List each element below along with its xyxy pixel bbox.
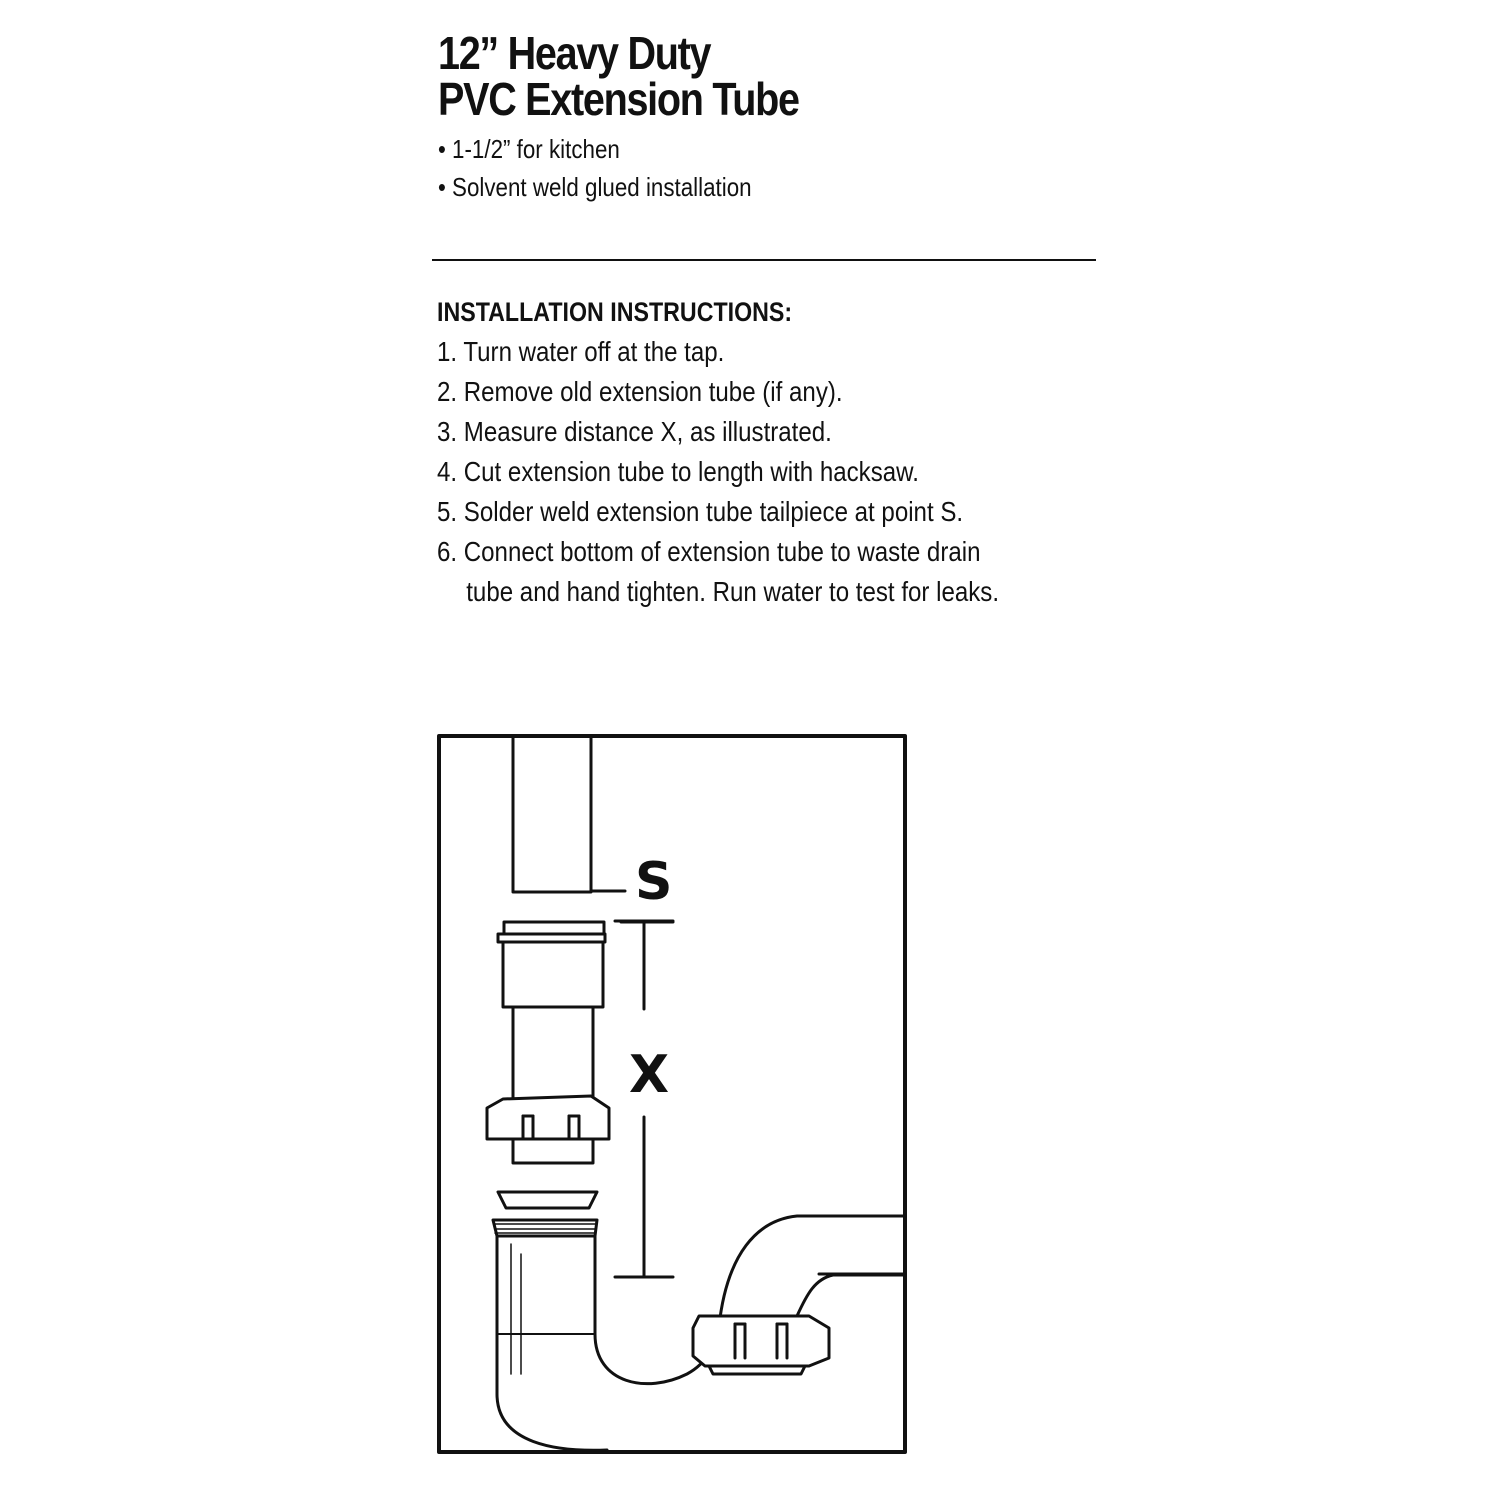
sink-tailpiece xyxy=(513,738,591,892)
divider xyxy=(432,259,1096,261)
title-line-1: 12” Heavy Duty xyxy=(438,27,711,79)
slip-washer xyxy=(498,1192,597,1208)
feature-list xyxy=(438,130,752,206)
installation-diagram xyxy=(437,734,909,1456)
instruction-step: 1. Turn water off at the tap. xyxy=(437,336,725,367)
instructions-heading: INSTALLATION INSTRUCTIONS: xyxy=(437,297,793,327)
feature-item: • Solvent weld glued installation xyxy=(438,172,752,202)
instruction-step: 2. Remove old extension tube (if any). xyxy=(437,376,843,407)
instruction-step: 4. Cut extension tube to length with hacksaw. xyxy=(437,456,919,487)
product-title xyxy=(438,27,799,125)
label-x: X xyxy=(629,1045,670,1105)
instruction-step: 3. Measure distance X, as illustrated. xyxy=(437,416,832,447)
instruction-step: 5. Solder weld extension tube tailpiece at point S. xyxy=(437,496,964,527)
installation-instructions xyxy=(437,292,999,612)
p-trap xyxy=(493,1216,905,1450)
diagram-frame xyxy=(439,736,905,1452)
extension-tube xyxy=(487,922,609,1163)
instruction-step-continuation: tube and hand tighten. Run water to test for leaks. xyxy=(466,576,1000,607)
feature-item: • 1-1/2” for kitchen xyxy=(438,134,620,164)
title-line-2: PVC Extension Tube xyxy=(438,73,799,125)
instruction-steps xyxy=(437,332,999,612)
instruction-step: 6. Connect bottom of extension tube to waste drain xyxy=(437,536,981,567)
label-s: S xyxy=(635,852,673,912)
